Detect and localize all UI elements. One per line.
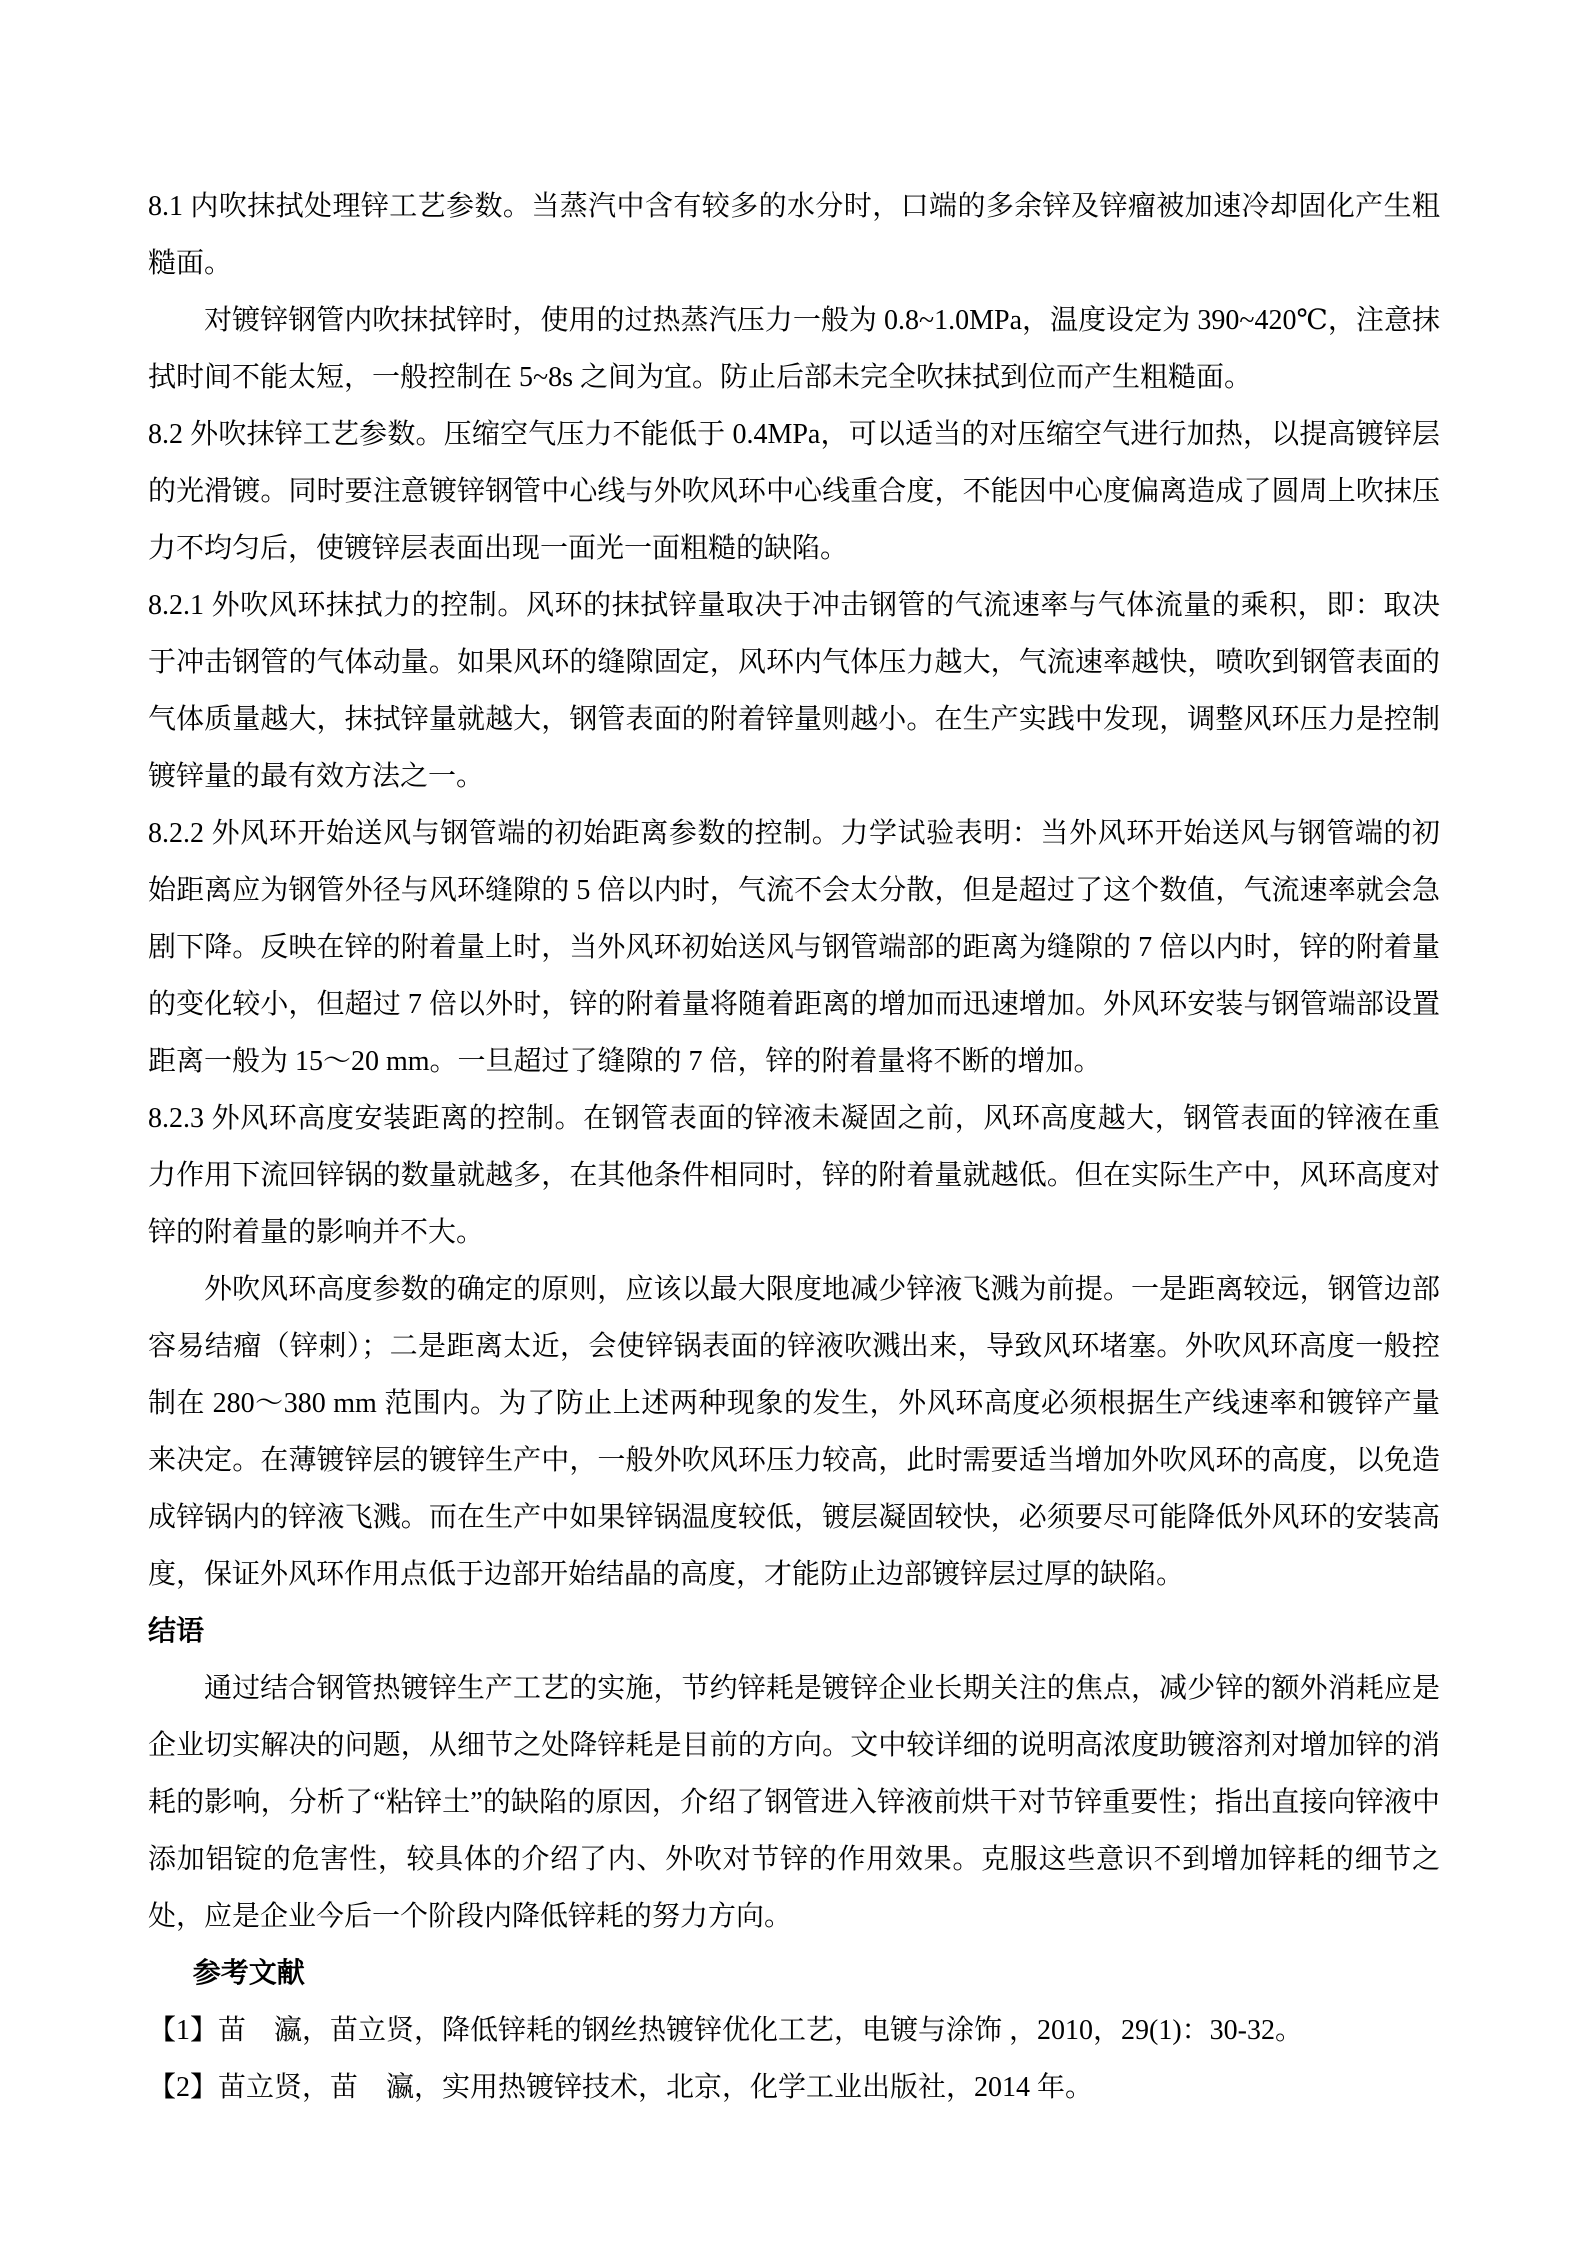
conclusion-paragraph: 通过结合钢管热镀锌生产工艺的实施，节约锌耗是镀锌企业长期关注的焦点，减少锌的额外消耗应是企业切实解决的问题，从细节之处降锌耗是目前的方向。文中较详细的说明高浓度助镀溶剂对增加锌的消耗的影响，分析了“粘锌土”的缺陷的原因，介绍了钢管进入锌液前烘干对节锌重要性；指出直接向锌液中添加铝锭的危害性，较具体的介绍了内、外吹对节锌的作用效果。克服这些意识不到增加锌耗的细节之处，应是企业今后一个阶段内降低锌耗的努力方向。: [148, 1673, 1440, 1932]
paragraph-8-2-2: 8.2.2 外风环开始送风与钢管端的初始距离参数的控制。力学试验表明：当外风环开始送风与钢管端的初始距离应为钢管外径与风环缝隙的 5 倍以内时，气流不会太分散，但是超过了这个数值，气流速率就会急剧下降。反映在锌的附着量上时，当外风环初始送风与钢管端部的距离为缝隙的 7 倍以内时，锌的附着量的变化较小，但超过 7 倍以外时，锌的附着量将随着距离的增加而迅速增加。外风环安装与钢管端部设置距离一般为 15～20 mm。一旦超过了缝隙的 7 倍，锌的附着量将不断的增加。: [148, 818, 1440, 1077]
document-body-text: [148, 178, 1440, 2116]
references-heading: 参考文献: [192, 1958, 305, 1989]
conclusion-heading: 结语: [148, 1616, 205, 1647]
paragraph-ring-height-principle: 外吹风环高度参数的确定的原则，应该以最大限度地减少锌液飞溅为前提。一是距离较远，钢管边部容易结瘤（锌刺）；二是距离太近，会使锌锅表面的锌液吹溅出来，导致风环堵塞。外吹风环高度一般控制在 280～380 mm 范围内。为了防止上述两种现象的发生，外风环高度必须根据生产线速率和镀锌产量来决定。在薄镀锌层的镀锌生产中，一般外吹风环压力较高，此时需要适当增加外吹风环的高度，以免造成锌锅内的锌液飞溅。而在生产中如果锌锅温度较低，镀层凝固较快，必须要尽可能降低外风环的安装高度，保证外风环作用点低于边部开始结晶的高度，才能防止边部镀锌层过厚的缺陷。: [148, 1274, 1440, 1590]
paragraph-8-1: 8.1 内吹抹拭处理锌工艺参数。当蒸汽中含有较多的水分时，口端的多余锌及锌瘤被加速冷却固化产生粗糙面。: [148, 191, 1440, 279]
reference-item-2: 【2】苗立贤，苗 瀛，实用热镀锌技术，北京，化学工业出版社，2014 年。: [148, 2072, 1094, 2103]
paragraph-8-2: 8.2 外吹抹锌工艺参数。压缩空气压力不能低于 0.4MPa，可以适当的对压缩空气进行加热，以提高镀锌层的光滑镀。同时要注意镀锌钢管中心线与外吹风环中心线重合度，不能因中心度偏离造成了圆周上吹抹压力不均匀后，使镀锌层表面出现一面光一面粗糙的缺陷。: [148, 419, 1440, 564]
paragraph-8-2-3: 8.2.3 外风环高度安装距离的控制。在钢管表面的锌液未凝固之前，风环高度越大，钢管表面的锌液在重力作用下流回锌锅的数量就越多，在其他条件相同时，锌的附着量就越低。但在实际生产中，风环高度对锌的附着量的影响并不大。: [148, 1103, 1440, 1248]
reference-item-1: 【1】苗 瀛，苗立贤，降低锌耗的钢丝热镀锌优化工艺，电镀与涂饰 ，2010，29(1)：30-32。: [148, 2015, 1303, 2046]
paragraph-8-2-1: 8.2.1 外吹风环抹拭力的控制。风环的抹拭锌量取决于冲击钢管的气流速率与气体流量的乘积，即：取决于冲击钢管的气体动量。如果风环的缝隙固定，风环内气体压力越大，气流速率越快，喷吹到钢管表面的气体质量越大，抹拭锌量就越大，钢管表面的附着锌量则越小。在生产实践中发现，调整风环压力是控制镀锌量的最有效方法之一。: [148, 590, 1440, 792]
paragraph-steam-wipe-params: 对镀锌钢管内吹抹拭锌时，使用的过热蒸汽压力一般为 0.8~1.0MPa，温度设定为 390~420℃，注意抹拭时间不能太短，一般控制在 5~8s 之间为宜。防止后部未完全吹抹拭到位而产生粗糙面。: [148, 305, 1440, 393]
